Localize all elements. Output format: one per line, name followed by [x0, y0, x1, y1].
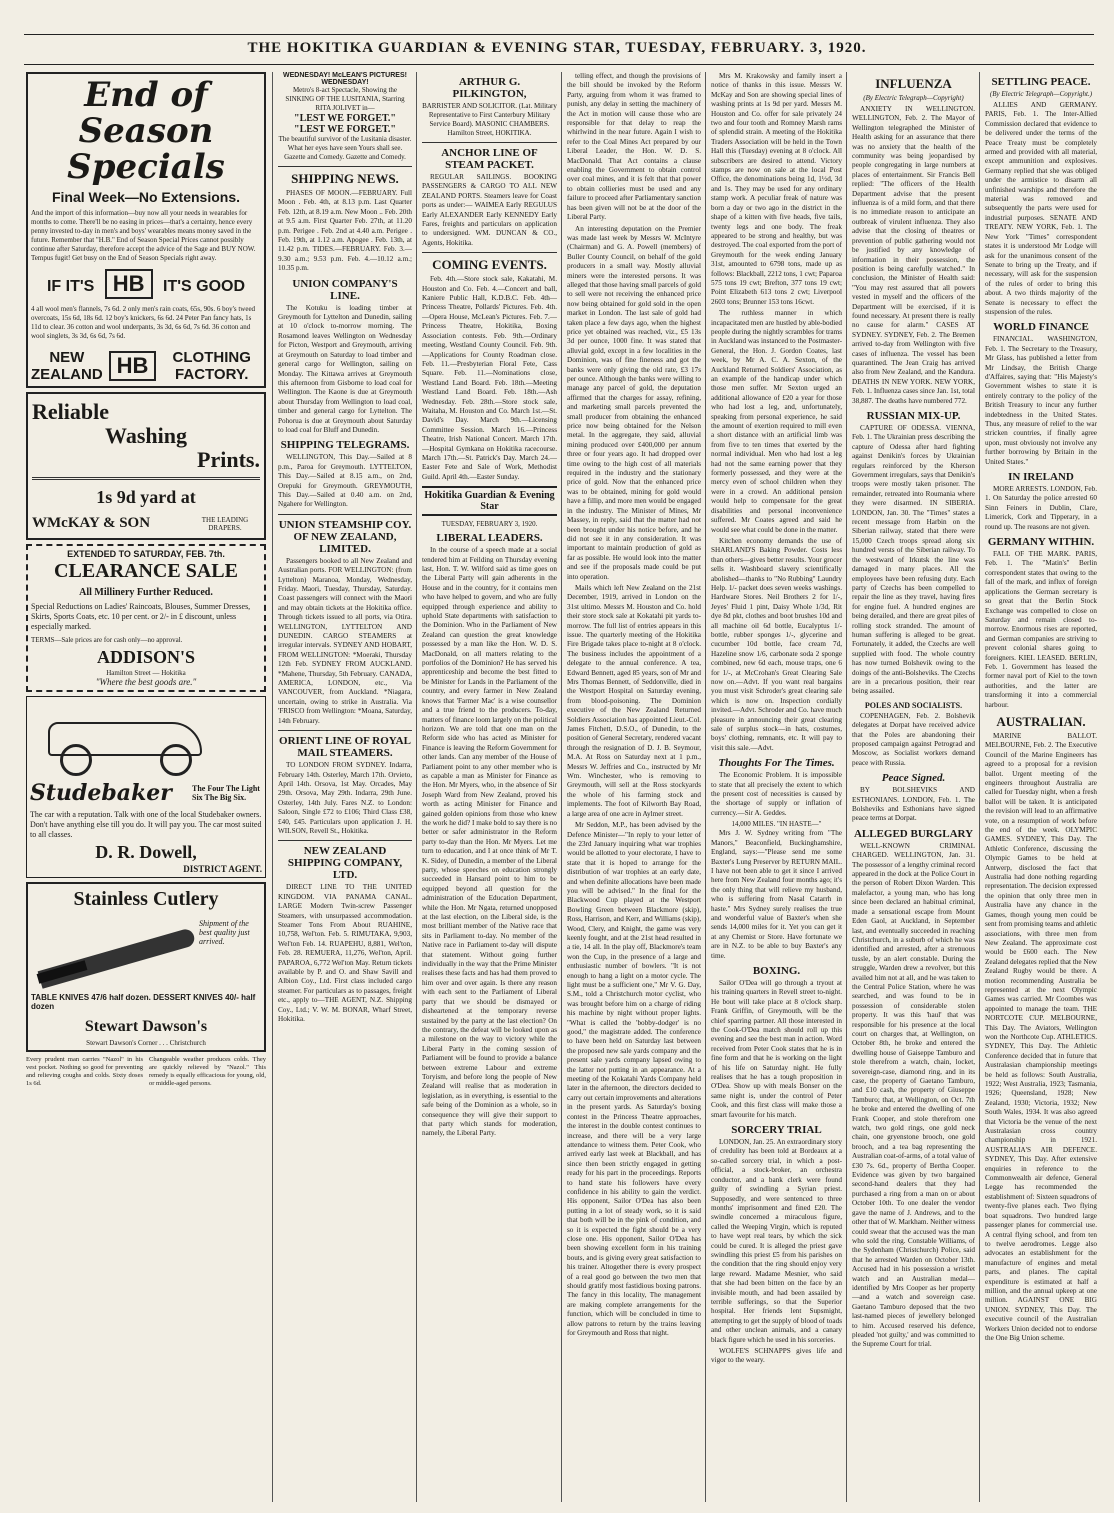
paper-dateline: TUESDAY, FEBRUARY 3, 1920. [441, 520, 538, 529]
baxters-body: Mrs J. W. Sydney writing from "The Manors," Beaconfield, Buckinghamshire, England, says:—"Please send me some Baxter's Lung Preserver by RETURN MAIL. I have not been able to get it since I arrived here from New Zealand four months ago; it's the only thing that will relieve my husband, who is suffering from Nasal Catarrh in haste." Mrs Sydney surely realises the true and wonderful value of Baxter's when she sends 14,000 miles for it. Yet you can get it at any Chemist or Store. Have fortunate we are in N.Z. to be able to buy Baxter's any time. [711, 829, 842, 960]
sorcery-heading: SORCERY TRIAL [731, 1124, 822, 1137]
column-rule [705, 72, 706, 1502]
millinery-line: All Millinery Further Reduced. [79, 587, 213, 598]
addisons-location: Hamilton Street — Hokitika [106, 669, 186, 677]
studebaker-body: The car with a reputation. Talk with one of the local Studebaker owners. Don't have anything else till you do. It will pay you. The car most suited to all classes. [30, 810, 262, 839]
column-rule [979, 72, 980, 1502]
union-line-body: The Kotuku is loading timber at Greymouth for Lyttelton and Dunedin, sailing at 10 o'clock to-morrow morning. The Rosamond leaves Wellington on Wednesday for Picton, Westport and Greymouth, arriving at Greymouth on Saturday to load timber and general cargo for Wellington, sailing on Monday. The Kittawa arrives at Greymouth this afternoon from Gisborne to load coal for Wellington. The Kaone is due at Greymouth about Thursday from Wellington to load coal, timber and general cargo for Lyttelton. The Pohorua is due at Greymouth about Saturday to load coal for Bluff and Dunedin. [278, 303, 412, 434]
lest-we-forget: "LEST WE FORGET." "LEST WE FORGET." [294, 113, 396, 135]
addisons-firm: ADDISON'S [96, 647, 196, 667]
local-briefs-2: Mr Seddon, M.P., has been advised by the Defence Minister—"In reply to your letter of the 23rd January inquiring what war trophies would be allotted to your electorate, I have to state that it is hoped to arrange for the distribution of war trophies at an early date, and when definite allocations have been made you will be advised." In the final for the Blackwood Cup played at the Westport Bowling Green between Blackmore (skip), Ross, Harrison, and Kerr, and Williams (skip), Wood, Clery, and Knight, the game was very keenly fought, and at the 21st head resulted in a tie, 14 all. In the play off, Blackmore's team won the Cup, in the presence of a large and enthusiastic number of bowlers. "It is not enough to hang a light on a motor cycle. The light must be a sufficient one," Mr V. G. Day, S.M., told a Christchurch motor cyclist, who was brought before him on a charge of riding his machine by night without proper lights. "What is called the 'bobby-dodger' is no good," the magistrate added. The conference to have been held on Saturday last between the proposed new sale yards company and the present sale yards company lapsed owing to the latter not putting in an appearance. At a meeting of the Kokatahi Yards Company held later in the afternoon, the directors decided to carry out certain improvements and alterations in the present yards. As Saturday's boxing contest in the Princess Theatre approaches, the interest in the double contest continues to increase, and there will be a very large attendance to witness them. Peter Cook, who arrived early last week at Blackball, and has since then been strictly engaged in getting ready for his part in the proceedings. Reports to hand state his followers have every confidence in his ability to gain the verdict. His opponent, Sailor O'Dea has also been putting in a lot of steady work, so it is said that both will be in the pink of condition, and so it is expected the fight should be a very close one. His opponent, Sailor O'Dea has been showing excellent form in his training bouts, and is giving every great satisfaction to his trainer. Altogether there is every prospect of a real good go between the two men that should gratify most fastidious boxing patrons. The fancy in this locality, The management are making complete arrangements for the function, which will be concluded in time to allow patrons to return by the trains leaving for Greymouth and Ross that night. [567, 821, 701, 1338]
shipping-telegrams-body: WELLINGTON, This Day.—Sailed at 8 p.m., Paroa for Greymouth. LYTTELTON, This Day.—Sailed at 8.15 a.m., on 2nd, Orepuki for Greymouth. GREYMOUTH, This Day.—Sailed at 0.40 a.m. on 2nd, Ngahere for Wellington. [278, 453, 412, 509]
mckay-footer [32, 515, 260, 532]
local-briefs-3: Mrs M. Krakowsky and family insert a notice of thanks in this issue. Messrs W. McKay and Son are showing special lines of washing prints at 1s 9d per yard. Messrs M. Houston and Co. offer for sale privately 24 two and four tooth and Romney Marsh rams of splendid strain. A meeting of the Hokitika Traders Association will be held in the Town Hall this (Tuesday) evening at 8 o'clock. All subscribers are desired to attend. Victory stamps are now on sale at the local Post Office, the denominations being 1d, 1½d, 3d and 1s. They may be used for any ordinary stamp work. A peculiar freak of nature was born a day or two ago in the district in the shape of a kitten with five heads, five tails, twenty legs and one body. The freak appeared to be strong and healthy, but was destroyed. The coal exported from the port of Greymouth for the week ending January 31st, amounted to 6798 tons, made up as follows: Blackball, 2212 tons, 1 cwt; Paparoa 575 tons 19 cwt; Brefton, 377 tons 19 cwt; Point Elizabeth 613 tons 2 cwt; Liverpool 2603 tons; Brunner 153 tons 16cwt. [711, 72, 842, 306]
burglary-body: WELL-KNOWN CRIMINAL CHARGED. WELLINGTON, Jan. 31. The possessor of a lengthy criminal record appeared in the dock at the Police Court in the person of Robert Dixon Warden. This malefactor, a young man, who has long since been declared an habitual criminal, made a sensational escape from Mount Eden Gaol, at Auckland, in September last, and eventually succeeded in reaching Christchurch, in a suburb of which he was identified and arrested, after a strenuous tussle, by an alert constable. During the struggle, Warden drew a revolver, but this availed him not at all, and he was taken to the Central Police Station, where he was searched, and was found to be in possession of considerable stolen property. It was this 'haul' that was responsible for his presence at the local court on charges that, at Wellington, on October 8th, he broke and entered the dwelling house of Gaiseppe Tamburo and stole therefrom a watch, chain, locket, sovereign-case, diamond ring, and in its case, the property of Gaetano Tamburo, and £10 cash, the property of Giuseppe Tamburo; that, at Wellington, on Oct. 7th he broke and entered the dwelling of one Frank Cooper, and stole therefrom one watch, two gold rings, one gold neck chain, one gryenstone brooch, one gold brooch, and a tea bag representing the Australian coat-of-arms, of a total value of £30 7s. 6d., property of Bertha Cooper. Evidence was given by two bargained second-hand dealers that they had purchased a ring from a man on or about October 10th. To one dealer the vendor gave the name of J. Andrews, and to the other that of W. Markham. Neither witness could swear that the accused was the man who sold the ring. Constable Williams, of the Sydenham (Christchurch) Police, said that he arrested Warden on October 13th. Accused had in his possession a wristlet watch and an Australian medal—identified by Mrs Cooper as her property—and a watch and sovereign case. Gaetano Tamburo deposed that the two last-named pieces of jewellery belonged to him. Accused reserved his defence, pleaded 'not guilty,' and was committed to the Supreme Court for trial. [852, 841, 975, 1349]
peace-heading: Peace Signed. [881, 772, 946, 785]
russian-body: CAPTURE OF ODESSA. VIENNA, Feb. 1. The Ukrainian press describing the capture of Odessa after hard fighting against Denikin's forces by Ukrainian regulars reinforced by the Kherson Government irregulars, says that Denikin's troops were mostly taken prisoner. The remainder, retreated into Roumania where they were disarmed. IN SIBERIA. LONDON, Jan. 30. The "Times" states a recent message from Harbin on the Siberian railway, stated that there were 15,000 Czech troops spread along six hundred versts of the Siberian railway. To the westward of Irkutsk the line was damaged in many places. All the employees have been refusing duty. Each party of Czechs has been compelled to repair the line as they travel, having fires for engine fuel. A hundred engines are being derailed, and there are great piles of rolling stock stranded. The amount of human suffering is alleged to be great. Fortunately, it added, the Czechs are well supplied with food. The whole country has now turned Bolshevik owing to the doings of the anti-Bolsheviks. The Czechs are in a precarious position, their rear being assailed. [852, 424, 975, 696]
slogan-right: IT'S GOOD [163, 278, 246, 295]
boxing-body: Sailor O'Dea will go through a tryout at his training quarters in Revell street to-night. He bout will take place at 8 o'clock sharp. Frank Griffin, of Greymouth, will be the chief sparring partner. All those interested in the Cook-O'Dea match should roll up this evening and see the best man in action. Word received from Peter Cook states that he is in fine form and that he is working on the light of his life on Saturday night. He fully realises that he has a tough proposition in O'Dea. Show up with meals Bonser on the same night is, under the control of Peter Cook, and this first class will make those a smart favourite for his match. [711, 978, 842, 1119]
pilkington-heading: ARTHUR G. PILKINGTON, [452, 76, 527, 100]
column-rule [561, 72, 562, 1502]
liberal-leaders-heading: LIBERAL LEADERS. [436, 532, 543, 545]
cutlery-tag: Shipment of the best quality just arrived. [199, 919, 250, 946]
column-rule [846, 72, 847, 1502]
shipping-news-body: PHASES OF MOON.—FEBRUARY. Full Moon . Feb. 4th, at 8.13 p.m. Last Quarter Feb. 12th, at 8.19 a.m. New Moon .. Feb. 20th at 9.5 a.m. First Quarter Feb. 27th, at 11.20 p.m. Perigee . Feb. 2nd at 4.40 a.m. Perigee . Feb. 19th, at 1.12 a.m. Apogee . Feb. 13th, at 11.42 p.m. TIDES.—FEBRUARY. Feb. 3.—9.30 a.m.; 9.53 p.m. Feb. 4.—10.12 a.m.; 10.35 p.m. [278, 189, 412, 273]
cutlery-heading: Stainless Cutlery [73, 888, 219, 910]
australian-body: MARINE BALLOT. MELBOURNE, Feb. 2. The Executive Council of the Marine Engineers has agreed to a proposal for a revision ballot. Urgent meeting of the engineers throughout Australia are called for Tuesday night, when a fresh ballot will be taken. It is anticipated the revision will lead to an affirmative vote, on a resumption of work before the end of the week. OLYMPIC GAMES. SYDNEY, This Day. The Athletic Conference, discussing the Olympic Games to be held at Antwerp, disclosed the fact that Australia had done nothing regarding representation. The decision expressed the opinion that only three men in Australia have any chance in the Games, though young men could be sent from promising teams and athletic associations, with three men from New Zealand. The approximate cost would be £600 each. The New Zealand delegates replied that the New Zealand Rugby would be there. A motion recommending Australia be represented at the next Olympic Games was carried. Mr Coombes was appointed to manage the team. THE NORTCOTE CUP. MELBOURNE, This Day. The Aviators, Wellington won the Northcote Cup. ATHLETICS. SYDNEY, This Day. The Athletic Conference decided that in future that Australasian championship meetings be held as follows: South Australia, 1922; West Australia, 1923; Tasmania, 1926; Queensland, 1928; New Zealand, 1930; Victoria, 1932; New South Wales, 1934. It was also agreed that Victoria be the venue of the next Australasian cross country championship in 1921. AUSTRALIA'S AIR DEFENCE. SYDNEY, This Day. After extensive enquiries in reference to the Commonwealth air defence, General Legge has recommended the establishment of: Sixteen squadrons of twenty-five planes each. Two flying boat squadrons. Two hundred large passenger planes for commercial use. A central flying school, and from ten to twelve aerodromes. Legge also advocates an establishment for the manufacture of engines and metal parts, and planes. The capital expenditure is estimated at half a million, and the annual upkeep at one million. AGAINST ONE BIG UNION. SYDNEY, This Day. The executive council of the Australian Workers Union decided not to endorse the One Big Union scheme. [985, 731, 1097, 1342]
cutlery-items: TABLE KNIVES 47/6 half dozen. DESSERT KNIVES 40/- half dozen [31, 993, 256, 1011]
shipping-news-heading: SHIPPING NEWS. [291, 171, 399, 186]
gold-deputation: An interesting deputation on the Premier was made last week by Messrs W. McIntyre (Chairman) and G. A. Powell (members) of Buller County Council, on behalf of the gold producers in a small way. Mostly alluvial miners were the interested persons. It was alleged that those having small parcels of gold to sell were not receiving the enhanced price now being obtained for gold sold in the open market in London. The last sale of gold had taken place a few days ago, when the highest price yet obtained was reached, viz., £5 13s 3d per ounce, 1000 fine. It was stated that alluvial gold, except in a few localities in the Dominion, was of fine fineness and got the banks were only giving the old rate, £3 17s per ounce. Although the banks were willing to manage any parcel of gold, the deputation affirmed that the charges for assay, refining, and marketing small parcels prevented the small producer from obtaining the enhanced price now being obtained for the Nelson metal. In the aggregate, they said, alluvial mining produced over £400,000 per annum three or four years ago. It had dropped over time owing to the high cost of all materials required in the industry and the stationary price of gold. Now that the enhanced price was to be obtained, mining for gold would have a fillip, and more men would be engaged in the industry. The Minister of Mines, Mr Massey, in reply, said that the matter had not been brought under his notice before, and he did not see it in any consideration. It was important to maintain production of gold as far as possible. He would look into the matter and see if the proposals made could be put into operation. [567, 224, 701, 581]
coming-events-heading: COMING EVENTS. [432, 257, 547, 273]
studebaker-brand-row [30, 780, 262, 806]
settling-peace-source: (By Electric Telegraph—Copyright.) [989, 90, 1093, 98]
car-illustration-icon [30, 704, 262, 776]
thoughts-heading: Thoughts For The Times. [718, 757, 835, 770]
hb-ad-body: And the import of this information—buy now all your needs in wearables for months to come. There'll be no easing in prices—that's a certainty, hence every penny invested to-day in men's and boys' wearables means money saved in the future. Remember that "H.B." End of Season Special Prices cannot possibly continue after Saturday, therefore accept the advice of the Sage and BUY NOW. Tempus fugit! Get busy on the End of Season Specials right away. [31, 209, 256, 262]
peace-body: BY BOLSHEVIKS AND ESTHONIANS. LONDON, Feb. 1. The Bolsheviks and Esthonians have signed peace terms at Dorpat. [852, 786, 975, 823]
influenza-heading: INFLUENZA [875, 76, 952, 91]
end-of-season-script: End of Season Specials [67, 75, 225, 187]
local-briefs-1: Mails which left New Zealand on the 21st December, 1919, arrived in London on the 31st ultimo. Messrs M. Houston and Co. hold their store stock sale at Kokatahi pit yards to-morrow. The full list of entries appears in this issue. The quarterly meeting of the Hokitika Fire Brigade takes place to-night at 8 o'clock. The business includes the appointment of a delegate to the annual conference. A tea, Edward Bennett, aged 85 years, son of Mr and Mrs Thomas Bennett, of Seddonville, died in the Westport Hospital on Saturday evening, from blood-poisoning. The Dominion executive of the New Zealand Returned Soldiers Association has appointed Lieut.-Col. James Fitchett, D.S.O., of Dunedin, to the position of General Secretary, rendered vacant through the resignation of D. J. B. Seymour, M.A. At Ross on Saturday next at 1 p.m., Messrs W. Jeffries and Co., instructed by Mr Wm. Winchester, who is removing to Greymouth, will sell at the Ross stockyards the whole of his farming stock and implements. The foot of Kilworth Bay Road, a large area of one acre in Aylmer street. [567, 583, 701, 818]
nz-shipping-heading: NEW ZEALAND SHIPPING COMPANY, LTD. [287, 845, 403, 882]
thoughts-body: The Economic Problem. It is impossible to state that all precisely the extent to which the present cost of necessities is caused by the shortage of supply or inflation of currency.—Sir A. Geddes. [711, 771, 842, 817]
clearance-terms: TERMS—Sale prices are for cash only—no approval. [31, 636, 183, 644]
masthead-top-rule [24, 34, 1094, 35]
soldiers-trams: The ruthless manner in which incapacitated men are hustled by able-bodied people during the nightly scrambles for trams in Auckland was instanced to the Postmaster-General, the Hon. J. Gordon Coates, last week, by Mr A. C. A. Sexton, of the Auckland Returned Soldiers' Association, as an example of the handicap under which those men suffer. Mr Sexton urged an additional allowance of £20 a year for those who had lost a leg, and, unfortunately, speaking from personal experience, he said the amount of exertion required to mill even a short distance with an artificial limb was from five to ten times that exerted by the normal individual. Men who had lost a leg had not the same earning power that they formerly possessed, and they were at the mercy even of school children when they were in a crowd. An additional pension would help to compensate for the great disabilities and personal inconvenience suffered. Mr Coates agreed and said he would see what could be done in the matter. [711, 309, 842, 534]
column-cables-6 [852, 72, 975, 1508]
hb-footer-left: NEW ZEALAND [31, 349, 103, 383]
ireland-heading: IN IRELAND [1008, 471, 1074, 484]
column-editorial [422, 72, 557, 1508]
prints-heading: Prints. [197, 447, 260, 472]
influenza-source: (By Electric Telegraph—Copyright) [863, 94, 964, 102]
clearance-heading: CLEARANCE SALE [54, 560, 238, 582]
poles-heading: POLES AND SOCIALISTS. [864, 700, 963, 710]
stewart-dawson-firm: Stewart Dawson's [84, 1018, 208, 1035]
baxters-subhead: 14,000 MILES. "IN HASTE—" [731, 820, 822, 829]
addisons-slogan: "Where the best goods are." [95, 677, 197, 687]
reliable-heading: Reliable [32, 399, 109, 424]
anchor-line-body: REGULAR SAILINGS. BOOKING PASSENGERS & CARGO TO ALL NEW ZEALAND PORTS. Steamers leave for Coast ports as under:— WAIMEA Early REGULUS Early ALEXANDER Early KENNEDY Early Fares, freights and particulars on application to undersigned. WM. DUNCAN & CO., Agents, Hokitika. [422, 173, 557, 247]
union-steamship-heading: UNION STEAMSHIP COY. OF NEW ZEALAND, LIMITED. [278, 518, 412, 555]
hb-slogan [31, 269, 261, 299]
stainless-cutlery-ad [26, 882, 266, 1052]
poles-body: COPENHAGEN, Feb. 2. Bolshevik delegates at Dorpat have received advice that the Poles are abandoning their proposed campaign against Petrograd and Moscow, as Socialist workers demand peace with Russia. [852, 711, 975, 767]
germany-body: FALL OF THE MARK. PARIS, Feb. 1. The "Matin's" Berlin correspondent states that owing to the fall of the mark, and influx of foreign applications the German secretary is so great that the Berlin Stock Exchange was compelled to close on Saturday and remain closed to-morrow. Enormous rises are reported, and German companies are striving to prevent colonial shares going to foreigners. KIEL LEASED. BERLIN, Feb. 1. Government has leased the former naval port of Kiel to the town authorities, and the latter are transforming it into a commercial harbour. [985, 550, 1097, 709]
burglary-heading: ALLEGED BURGLARY [853, 827, 974, 840]
column-rule [416, 72, 417, 1502]
column-news-4 [567, 72, 701, 1508]
studebaker-logo: Studebaker [30, 780, 172, 806]
nazol-ad-right: Changeable weather produces colds. They are quickly relieved by "Nazol." This remedy is equally efficacious for young, old, or middle-aged persons. [149, 1056, 266, 1087]
clearance-body: Special Reductions on Ladies' Raincoats, Blouses, Summer Dresses, Skirts, Sports Coats, etc. 10 per cent. or 2/- in £ discount, unless especially marked. [31, 602, 251, 631]
prints-price: 1s 9d yard at [96, 487, 196, 507]
nazol-ads [26, 1056, 266, 1088]
washing-prints-ad [26, 392, 266, 540]
settling-peace-body: ALLIES AND GERMANY. PARIS, Feb. 1. The Inter-Allied Commission declared that evidence to be delivered under the terms of the Peace Treaty must be completely armed and provided with all material, except ammunition and explosives. Germany replied that she was obliged under the armistice to disarm all unfinished warships and therefore the material was removed and subsequently the parts were used for industrial purposes. SENATE AND TREATY. NEW YORK, Feb. 1. The New York "Times" correspondent states it is understood Mr Lodge will ask for the unanimous consent of the Senate to bring up the Treaty, and if necessary, will ask for the suspension of the rules of order to bring this about. A two thirds majority of the Senate is necessary to effect the suspension of the rules. [985, 101, 1097, 316]
column-shipping [278, 72, 412, 1508]
union-steamship-body: Passengers booked to all New Zealand and Australian ports. FOR WELLINGTON: (from Lyttelton) Maranoa, Monday, Wednesday, Friday. Maori, Tuesday, Thursday, Saturday. Coast passengers will connect with the Maori and may obtain tickets at the Hokitika office. Through tickets issued to all ports, via Otira. WELLINGTON, LYTTELTON AND DUNEDIN. CARGO STEAMERS at irregular intervals. SYDNEY AND HOBART, FROM WELLINGTON: *Moeraki, Thursday 12th Feb. SYDNEY FROM AUCKLAND. *Mahene, Thursday, 5th February. CANADA, AMERICA, LONDON, etc., Via VANCOUVER, from Auckland. *Niagara, uncertain, owing to strike in Australia. Via 'FRISCO from Wellington: *Moana, Saturday, 14th February. [278, 556, 412, 725]
hb-footer [31, 349, 261, 383]
ireland-body: MORE ARRESTS. LONDON, Feb. 1. On Saturday the police arrested 60 Sinn Feiners in Dublin, Clare, Limerick, Cork and Tipperary, in a round up. The reasons are not given. [985, 485, 1097, 531]
extended-line: EXTENDED TO SATURDAY, FEB. 7th. [67, 549, 225, 559]
hb-specials-ad [26, 72, 266, 388]
sorcery-body: LONDON, Jan. 25. An extraordinary story of credulity has been told at Bordeaux at a so-called sorcery trial, in which a post-official, a stock-broker, an orchestra conductor, and a bank clerk were found guilty of swindling a Syrian priest. Supposedly, and were sentenced to three months' imprisonment and fined £20. The swindle concerned a miraculous figure, called the Weeping Virgin, which is reputed to have wept real tears, by which the sick could be cured. It is alleged the priest gave swindling this priest £5 from his parishes on the condition that the ring should enjoy very large reward. Madame Mesnier, who said that she had been bitten on the face by an invisible mouth, and had been assailed by terrible sufferings, so that the Superior hospital. Her friends lent Supsmight, attempting to get the supply of blood of toads and other unclean animals, and a canary black figure which he used in his sorceries. [711, 1138, 842, 1344]
page-title: THE HOKITIKA GUARDIAN & EVENING STAR, TUESDAY, FEBRUARY. 3, 1920. [247, 40, 867, 56]
coming-events-body: Feb. 4th.—Store stock sale, Kakatahi, M. Houston and Co. Feb. 4.—Concert and ball, Kaniere Public Hall, K.D.B.C. Feb. 4th—Princess Theatre, Pollards' Pictures. Feb. 4th.—Opera House, McLean's Pictures. Feb. 7.—Princess Theatre, Hokitika, Boxing Association contests. Feb. 9th.—Ordinary meeting, Westland County Council. Feb. 9th.—Applications for County Roadman close. Feb. 11.—Presbyterian Floral Fete, Cass Square. Feb. 11.—Nominations close, Westland Land Board. Feb. 18th.—Meeting Westland Land Board. Feb. 18th.—Ash Wednesday. Feb. 28th.—Store stock sale, Waitaha, M. Houston and Co. March 1st.—St. David's Day. March 9th.—Licensing Committee Session. March 16.—Princess Theatre, Irish National Concert. March 17th.—Hospital Gymkana on Hokitika racecourse. March 17th.—St. Patrick's Day. March 24.—Easter Fete and Sale of Work, Methodist Guild. April 4th.—Easter Sunday. [422, 275, 557, 481]
nz-shipping-body: DIRECT LINE TO THE UNITED KINGDOM. VIA PANAMA CANAL. LARGE Modern Twin-screw Passenger Steamers, with unsurpassed accommodation. Steamer Tons From About RUAHINE, 10,758, Wel'ton. Feb. 5. RIMUTAKA, 9,903, Wel'ton Feb. 14. RUAPEHU, 8,881, Wel'ton, Feb. 28. REMUERA, 11,276, Wel'ton, April. PAPAROA, 6,772 Wel'ton May. Return tickets available by P. and O. and Shaw Savill and Albion Coy., Ltd. First class included cargo steamer. For particulars as to passages, freight etc., apply to—THE AGENT, N.Z. Shipping Coy., Ltd.; V. W. M. BONAR, Wharf Street, Hokitika. [278, 883, 412, 1024]
hb-footer-right: CLOTHING FACTORY. [172, 349, 251, 383]
masthead [0, 0, 1114, 70]
advertorials: Kitchen economy demands the use of SHARLAND'S Baking Powder. Costs less than others—gives better results. Your grocer sells it. Washboard slavery scientifically abolished—thanks to "No Rubbing" Laundry Help. 1/- packet does seven weeks washings. Hardware Stores. Neil Brothers 2 for 1/-, Jeyes' Fluid 1 pint, Daisy Whole 1/3d, Rit dye 8d pkt, clothes and boot brushes 10d and all machine oil 6d bottle, Eucalyptus 1/- bottle, rubber sponges 1/-, glycerine and cucumber 10d bottle, face cream 7d, Hazeline snow 1/6, carbonate soda 2 sponge combined, new 6d each, mouse traps, one 6 for 1/-, at McCrohan's Great Clearing Sale now on.—Advt. If you want real bargains you must visit Schroder's great clearing sale which is now on. Inspection cordially invited.—Advt. Schroder and Co. have much pleasure in announcing their great clearing sale of surplus stock—in hats, costumes, boys' clothing, remnants, etc. It will pay to visit this sale.—Advt. [711, 536, 842, 752]
stewart-dawson-address: Stewart Dawson's Corner . . . Christchurch [86, 1039, 206, 1047]
editorial-continued: telling effect, and though the provisions of the bill should be invoked by the Reform Party, arguing from whom it was framed to punish, any delay in setting the machinery of the Act in motion will cause those who are responsible for that delay to reap the whirlwind in the near future. Again I wish to refer to the Coal Mines Act prepared by our Liberal Leader, the Hon. W. D. S. MacDonald. That Act contains a clause enabling the Government to obtain control over coal mines, and it is felt that that power to obtain collieries must be used and any failure to proceed after Parliamentary sanction has been given will not be at the door of the Liberal Party. [567, 72, 701, 222]
shipping-telegrams-heading: SHIPPING TELEGRAMS. [280, 439, 410, 452]
column-cables-7 [985, 72, 1097, 1508]
settling-peace-heading: SETTLING PEACE. [991, 76, 1091, 88]
orient-line-body: TO LONDON FROM SYDNEY. Indarra, February 14th. Osterley, March 17th. Orvieto, April 14th. Orsova, 1st May. Orcades, May 29th. Orsova, May 29th. Indarra, 29th June. Osterley, 14th July. Fares N.Z. to London: Saloon, Single £72 to £106; Third Class £38, £40, £45. Particulars upon application J. H. WILSON, Revell St., Hokitika. [278, 761, 412, 835]
union-line-heading: UNION COMPANY'S LINE. [292, 277, 398, 302]
mckay-tag: THE LEADING DRAPERS. [201, 515, 249, 532]
germany-heading: GERMANY WITHIN. [987, 536, 1095, 549]
australian-heading: AUSTRALIAN. [996, 713, 1086, 729]
masthead-bottom-rule [24, 64, 1094, 65]
influenza-body: ANXIETY IN WELLINGTON. WELLINGTON, Feb. 2. The Mayor of Wellington telegraphed the Minister of Health asking for an assurance that there was no anxiety that the health of the community was being jeopardised by people congregating in large numbers at places of entertainment. Sir Francis Bell replied: "The officers of the Health Department advise that the present influenza is of a mild form, and that there is no immediate reason to anticipate an outbreak of virulent influenza. They also advise that the closing of theatres or prevention of public gathering would not be justified by any knowledge of information in their possession, the position is being carefully watched." In conclusion, the Minister of Health said: "You may rest assured that all powers vested in myself and the officers of the Department will be exercised, if it is found necessary. At present there is really no cause for alarm." CASES AT SYDNEY. SYDNEY, Feb. 2. The Bremen arrived to-day from Wellington with five cases of influenza. The vessel has been quarantined. The Jean Craig has arrived also from New Zealand, and the Kandura. DEATHS IN NEW YORK. NEW YORK, Feb. 1. Influenza cases since Jan. 1st, total 38,887. The deaths have numbered 772. [852, 105, 975, 405]
column-news-5 [711, 72, 842, 1508]
pilkington-body: BARRISTER AND SOLICITOR. (Lat. Military Representative to First Canterbury Military Service Board). MASONIC CHAMBERS. Hamilton Street, HOKITIKA. [422, 102, 557, 137]
slogan-left: IF IT'S [46, 278, 95, 295]
pictures-footer: The beautiful survivor of the Lusitania disaster. What her eyes have seen Yours shall see. Gazette and Comedy. Gazette and Comedy. [278, 135, 412, 161]
district-agent: DISTRICT AGENT. [183, 864, 262, 874]
studebaker-ad [26, 696, 266, 878]
anchor-line-heading: ANCHOR LINE OF STEAM PACKET. [441, 147, 538, 171]
nazol-ad-left: Every prudent man carries "Nazol" in his vest pocket. Nothing so good for preventing and relieving coughs and colds. Sixty doses 1s 6d. [26, 1056, 143, 1087]
pictures-body: Metro's 8-act Spectacle, Showing the SINKING OF THE LUSITANIA, Starring RITA JOLIVET in— [285, 86, 405, 112]
dowell-name: D. R. Dowell, [95, 842, 197, 862]
hb-factory-logo-icon: HB [109, 351, 157, 381]
paper-masthead: Hokitika Guardian & Evening Star [422, 486, 557, 516]
orient-line-heading: ORIENT LINE OF ROYAL MAIL STEAMERS. [279, 735, 411, 760]
pictures-heading: WEDNESDAY! McLEAN'S PICTURES! WEDNESDAY! [283, 72, 407, 86]
final-week-heading: Final Week—No Extensions. [51, 189, 240, 205]
washing-heading: Washing [105, 423, 187, 448]
hb-logo-icon: HB [105, 269, 153, 299]
knife-illustration-icon [31, 915, 261, 989]
russian-heading: RUSSIAN MIX-UP. [866, 410, 961, 422]
column-rule [272, 72, 273, 1502]
boxing-heading: BOXING. [752, 964, 801, 977]
mckay-firm: WMcKAY & SON [32, 515, 151, 531]
world-finance-heading: WORLD FINANCE [993, 321, 1089, 334]
world-finance-body: FINANCIAL. WASHINGTON, Feb. 1. The Secretary to the Treasury, Mr Glass, has published a letter from Mr Lindsay, the British Charge d'Affaires, saying that: "His Majesty's Government wishes to state it is entirely contrary to the policy of the British Treasury to incur any further indebtedness in the United States. Thus, any measure of relief to the war stricken countries, if finally agree upon, must obviously not involve any further borrowing by Britain in the United States." [985, 335, 1097, 466]
column-ads-left [26, 72, 266, 1508]
liberal-leaders-body: In the course of a speech made at a social tendered him at Feilding on Thursday evening last, Hon. T. W. Wilford said as time goes on the Liberal Party will gain adherents in the House and in the country, for it contains men who have helped to govern, and who are fully equipped through experience and ability to uphold State departments with satisfaction to the Dominion. Who in the Parliament of New Zealand can question the great knowledge possessed by a man like the Hon. W. D. S. MacDonald, on all matters relating to the portfolios of the Dominion? He has served his apprenticeship and become the best fitted to be Minister for Lands in the Parliament of the country, and every farmer in New Zealand knows that 'Farmer Mac' is a wise counsellor and a true friend to the producers. To-day, matters of finance loom largely on the political horizon. We are told that one man on the Reform side who has acted as Minister for Finance is leaving the Reform Government for other lands. Can any member of the House of Parliament point to any other member who is as capable a man as Minister for Finance as the Hon. Mr Myers, who, in the absence of Sir Joseph Ward from New Zealand, proved his worth as acting Minister for Finance and gained golden opinions from those who knew the work he did? I make bold to say there is no better or safer administrator in the Reform party to-day than the Hon. Mr Myers. Let me turn to education, and I at once think of Mr T. K. Sidey, of Dunedin, a member of the Liberal party, whose speeches on education strongly succeeded in Hansard point to him to be equipped beyond all question for the administration of the Education Department, while the Hon. Mr Ngata, returned unopposed at the last election, on the Liberal side, is the most brilliant member of the Native race that sits in Parliament to-day. No member of the Native race in Parliament to-day will dispute that statement. Without going further individually in the way that the Prime Minister realises these facts and has had them proved to him over and over again. Is there any reason with each sent to the Parliament of Liberal party that we should be dismayed or disheartened at the temporary reverse sustained by the party at the last election? On the contrary, the defeat will be looked upon as a milestone on the way to victory while the Liberal Party in the coming session of Parliament will be found to provide a balance between extreme Labour and extreme Toryism, and before long the people of New Zealand will realise that as moderation in legislation, as in everything, is essential to the safe being of the Dominion as a whole, so in consequence they will give their support to that party which stands for moderation, namely, the Liberal Party. [422, 546, 557, 1138]
studebaker-models: The Four The Light Six The Big Six. [192, 784, 260, 802]
addisons-clearance-ad [26, 544, 266, 692]
hb-price-list: 4 all wool men's flannels, 7s 6d. 2 only men's rain coats, 65s, 90s. 6 boy's tweed overcoats, 15s 6d, 18s 6d. 12 boy's knickers, 6s 6d. 24 Peter Pan fancy hats, 1s 11d to clear. 36 cotton and wool underpants, 3s 3d, 6s 6d, 7s 6d. 36 cotton and wool singlets, 3s 3d, 6s 6d, 7s 6d. [31, 305, 256, 340]
wolfes-schnapps: WOLFE'S SCHNAPPS gives life and vigor to the weary. [711, 1347, 842, 1365]
